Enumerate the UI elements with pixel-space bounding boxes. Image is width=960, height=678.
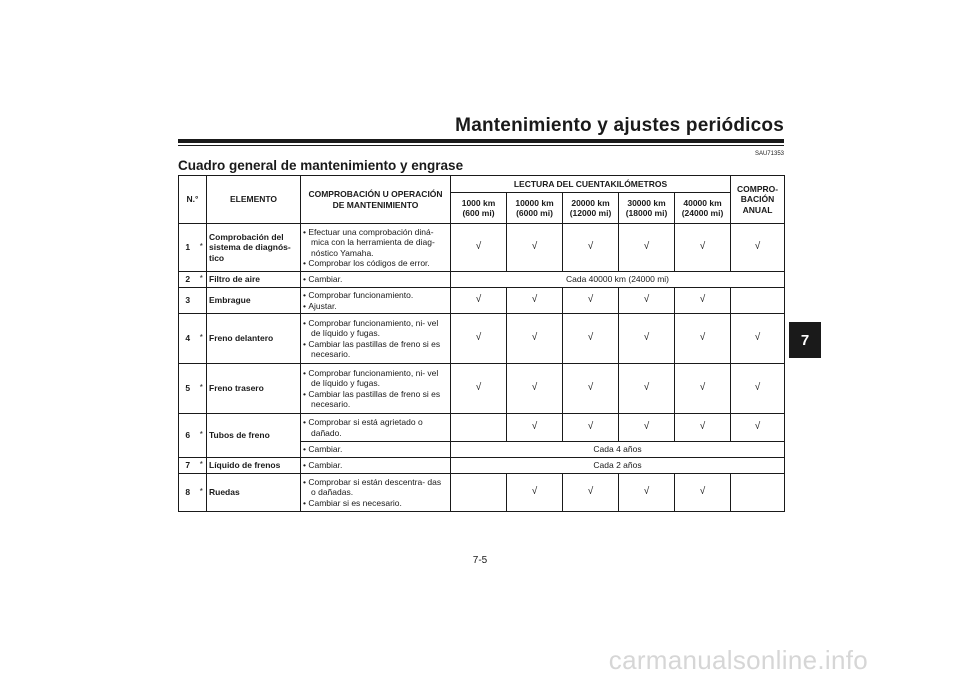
check-mark: √	[619, 288, 675, 314]
check-mark: √	[675, 314, 731, 364]
check-mark: √	[507, 364, 563, 414]
section-title: Cuadro general de mantenimiento y engrase	[178, 158, 464, 173]
row-star: *	[197, 474, 207, 512]
table-row	[179, 224, 785, 272]
check-mark: √	[619, 364, 675, 414]
interval-header: 20000 km (12000 mi)	[563, 193, 619, 224]
col-header-num: N.°	[179, 176, 207, 224]
row-actions: • Comprobar funcionamiento. • Ajustar.	[301, 288, 451, 314]
empty-cell	[731, 288, 785, 314]
row-element: Líquido de frenos	[207, 458, 301, 474]
check-mark: √	[731, 224, 785, 272]
row-element: Freno delantero	[207, 314, 301, 364]
row-number: 1	[179, 224, 197, 272]
empty-cell	[731, 474, 785, 512]
check-mark: √	[675, 224, 731, 272]
table-row	[179, 474, 785, 512]
table-row	[179, 458, 785, 474]
check-mark: √	[619, 314, 675, 364]
check-mark: √	[563, 364, 619, 414]
check-mark: √	[563, 288, 619, 314]
interval-span: Cada 2 años	[451, 458, 785, 474]
col-header-check: COMPROBACIÓN U OPERACIÓN DE MANTENIMIENTO	[301, 176, 451, 224]
row-actions: • Comprobar funcionamiento, ni- vel de líquido y fugas. • Cambiar las pastillas de freno si es necesario.	[301, 314, 451, 364]
check-mark: √	[675, 288, 731, 314]
row-actions: • Cambiar.	[301, 458, 451, 474]
row-number: 4	[179, 314, 197, 364]
page-title: Mantenimiento y ajustes periódicos	[455, 115, 784, 136]
row-number: 7	[179, 458, 197, 474]
interval-header: 30000 km (18000 mi)	[619, 193, 675, 224]
row-element: Comprobación del sistema de diagnós- tico	[207, 224, 301, 272]
page-number: 7-5	[472, 555, 488, 566]
table-row	[179, 272, 785, 288]
interval-header: 1000 km (600 mi)	[451, 193, 507, 224]
check-mark: √	[619, 414, 675, 442]
check-mark: √	[619, 224, 675, 272]
row-star: *	[197, 272, 207, 288]
check-mark: √	[507, 288, 563, 314]
check-mark: √	[451, 364, 507, 414]
row-star: *	[197, 458, 207, 474]
maintenance-table	[178, 175, 785, 512]
check-mark: √	[451, 314, 507, 364]
table-row	[179, 414, 785, 442]
watermark: carmanualsonline.info	[608, 645, 868, 675]
row-actions: • Cambiar.	[301, 442, 451, 458]
interval-span: Cada 4 años	[451, 442, 785, 458]
check-mark: √	[451, 224, 507, 272]
row-element: Filtro de aire	[207, 272, 301, 288]
check-mark: √	[619, 474, 675, 512]
row-actions: • Comprobar si está agrietado o dañado.	[301, 414, 451, 442]
check-mark: √	[675, 414, 731, 442]
check-mark: √	[563, 474, 619, 512]
check-mark: √	[731, 314, 785, 364]
row-star: *	[197, 364, 207, 414]
interval-span: Cada 40000 km (24000 mi)	[451, 272, 785, 288]
row-number: 2	[179, 272, 197, 288]
col-header-annual: COMPRO- BACIÓN ANUAL	[731, 176, 785, 224]
check-mark: √	[563, 414, 619, 442]
row-element: Embrague	[207, 288, 301, 314]
reference-code: SAU71353	[754, 151, 784, 157]
empty-cell	[451, 414, 507, 442]
row-actions: • Comprobar funcionamiento, ni- vel de líquido y fugas. • Cambiar las pastillas de freno si es necesario.	[301, 364, 451, 414]
row-element: Ruedas	[207, 474, 301, 512]
row-number: 3	[179, 288, 197, 314]
row-element: Tubos de freno	[207, 414, 301, 458]
row-element: Freno trasero	[207, 364, 301, 414]
check-mark: √	[563, 314, 619, 364]
check-mark: √	[675, 474, 731, 512]
row-star: *	[197, 414, 207, 458]
row-star: *	[197, 314, 207, 364]
check-mark: √	[507, 314, 563, 364]
header-rule	[178, 139, 784, 143]
col-header-element: ELEMENTO	[207, 176, 301, 224]
check-mark: √	[731, 414, 785, 442]
row-actions: • Cambiar.	[301, 272, 451, 288]
check-mark: √	[731, 364, 785, 414]
row-number: 8	[179, 474, 197, 512]
col-header-odometer: LECTURA DEL CUENTAKILÓMETROS	[451, 176, 731, 193]
row-number: 5	[179, 364, 197, 414]
row-star: *	[197, 224, 207, 272]
check-mark: √	[507, 474, 563, 512]
header-rule-thin	[178, 145, 784, 146]
row-number: 6	[179, 414, 197, 458]
interval-header: 10000 km (6000 mi)	[507, 193, 563, 224]
row-actions: • Comprobar si están descentra- das o dañadas. • Cambiar si es necesario.	[301, 474, 451, 512]
interval-header: 40000 km (24000 mi)	[675, 193, 731, 224]
check-mark: √	[675, 364, 731, 414]
row-star	[197, 288, 207, 314]
row-actions: • Efectuar una comprobación diná- mica con la herramienta de diag- nóstico Yamaha. • Comprobar los códigos de error.	[301, 224, 451, 272]
empty-cell	[451, 474, 507, 512]
check-mark: √	[507, 414, 563, 442]
table-row	[179, 314, 785, 364]
table-row	[179, 364, 785, 414]
check-mark: √	[563, 224, 619, 272]
check-mark: √	[451, 288, 507, 314]
table-row	[179, 288, 785, 314]
chapter-tab[interactable]: 7	[789, 322, 821, 358]
check-mark: √	[507, 224, 563, 272]
header-row	[179, 176, 785, 193]
